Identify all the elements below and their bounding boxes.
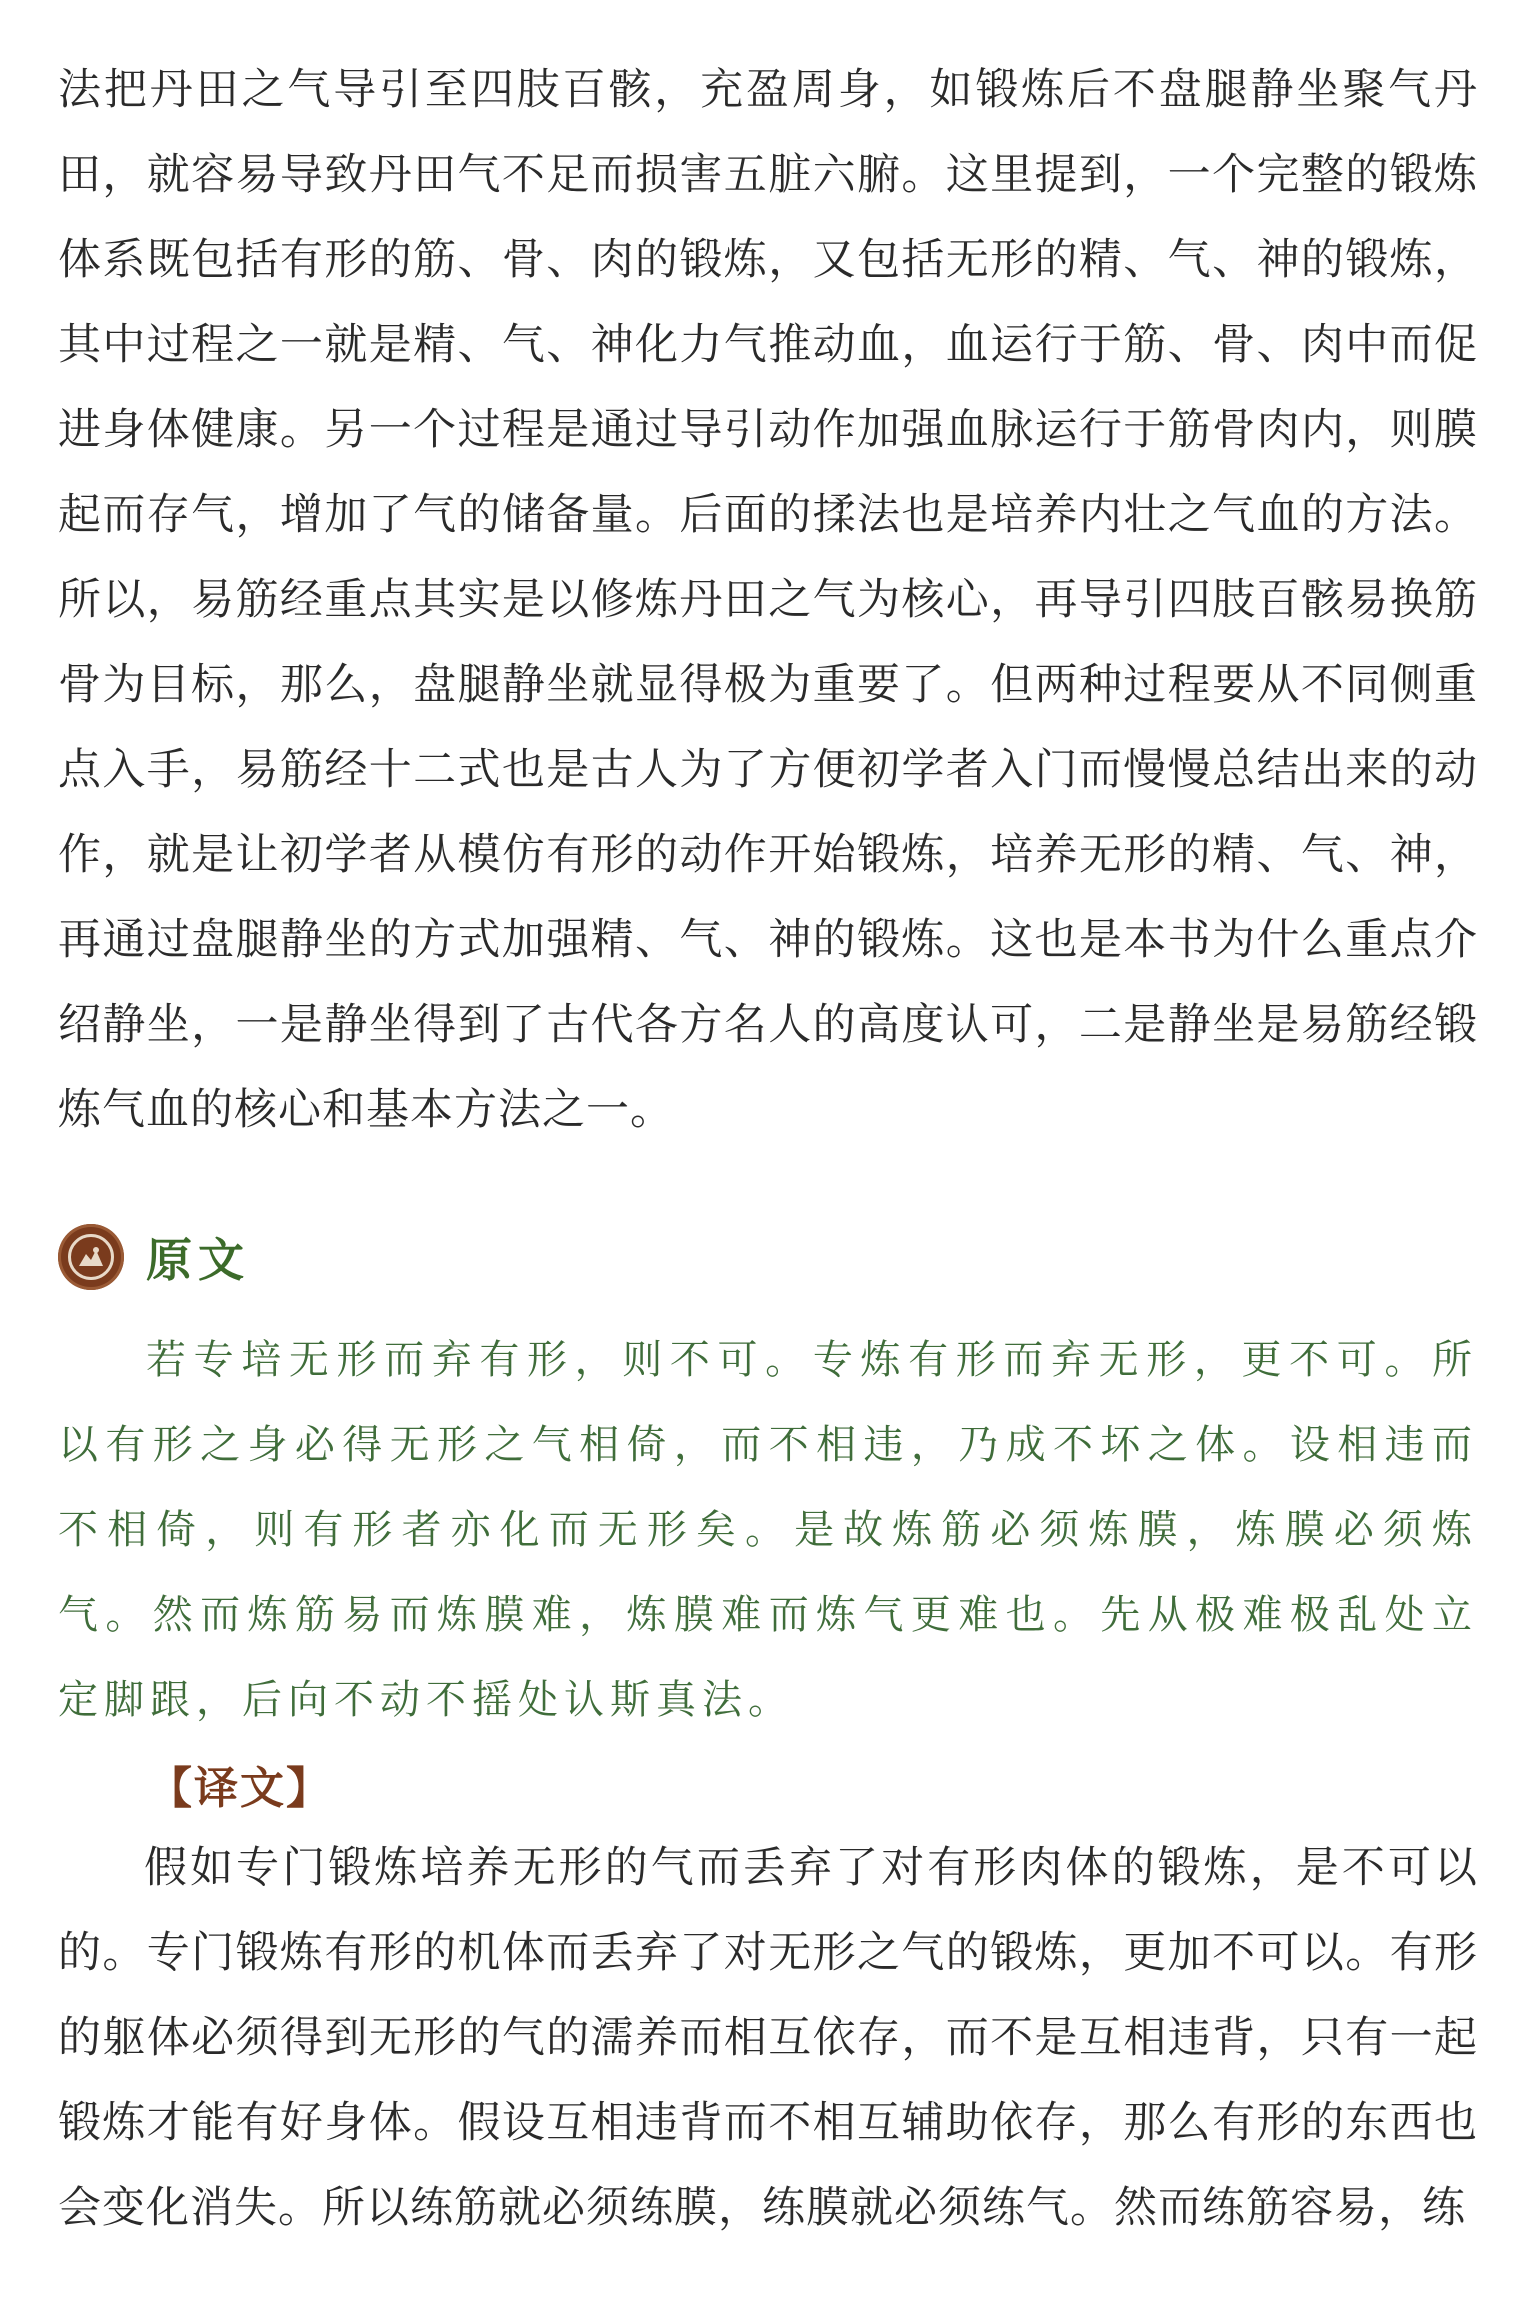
translation-paragraph: 假如专门锻炼培养无形的气而丢弃了对有形肉体的锻炼，是不可以的。专门锻炼有形的机体而丢弃了对无形之气的锻炼，更加不可以。有形的躯体必须得到无形的气的濡养而相互依存，而不是互相违背，只有一起锻炼才能有好身体。假设互相违背而不相互辅助依存，那么有形的东西也会变化消失。所以练筋就必须练膜，练膜就必须练气。然而练筋容易，练 [58, 1843, 1478, 2233]
intro-paragraph: 法把丹田之气导引至四肢百骸，充盈周身，如锻炼后不盘腿静坐聚气丹田，就容易导致丹田气不足而损害五脏六腑。这里提到，一个完整的锻炼体系既包括有形的筋、骨、肉的锻炼，又包括无形的精、气、神的锻炼，其中过程之一就是精、气、神化力气推动血，血运行于筋、骨、肉中而促进身体健康。另一个过程是通过导引动作加强血脉运行于筋骨肉内，则膜起而存气，增加了气的储备量。后面的揉法也是培养内壮之气血的方法。所以，易筋经重点其实是以修炼丹田之气为核心，再导引四肢百骸易换筋骨为目标，那么，盘腿静坐就显得极为重要了。但两种过程要从不同侧重点入手，易筋经十二式也是古人为了方便初学者入门而慢慢总结出来的动作，就是让初学者从模仿有形的动作开始锻炼，培养无形的精、气、神，再通过盘腿静坐的方式加强精、气、神的锻炼。这也是本书为什么重点介绍静坐，一是静坐得到了古代各方名人的高度认可，二是静坐是易筋经锻炼气血的核心和基本方法之一。 [58, 65, 1478, 1135]
original-text: 若专培无形而弃有形，则不可。专炼有形而弃无形，更不可。所以有形之身必得无形之气相倚，而不相违，乃成不坏之体。设相违而不相倚，则有形者亦化而无形矣。是故炼筋必须炼膜，炼膜必须炼气。然而炼筋易而炼膜难，炼膜难而炼气更难也。先从极难极乱处立定脚跟，后向不动不摇处认斯真法。 [58, 1337, 1478, 1723]
original-section-header [58, 1222, 250, 1292]
translation-block [58, 1826, 1478, 2251]
original-section-title: 原文 [146, 1233, 250, 1287]
seal-icon [58, 1224, 124, 1290]
intro-block [58, 48, 1478, 1153]
translation-heading: 【译文】 [148, 1763, 332, 1814]
